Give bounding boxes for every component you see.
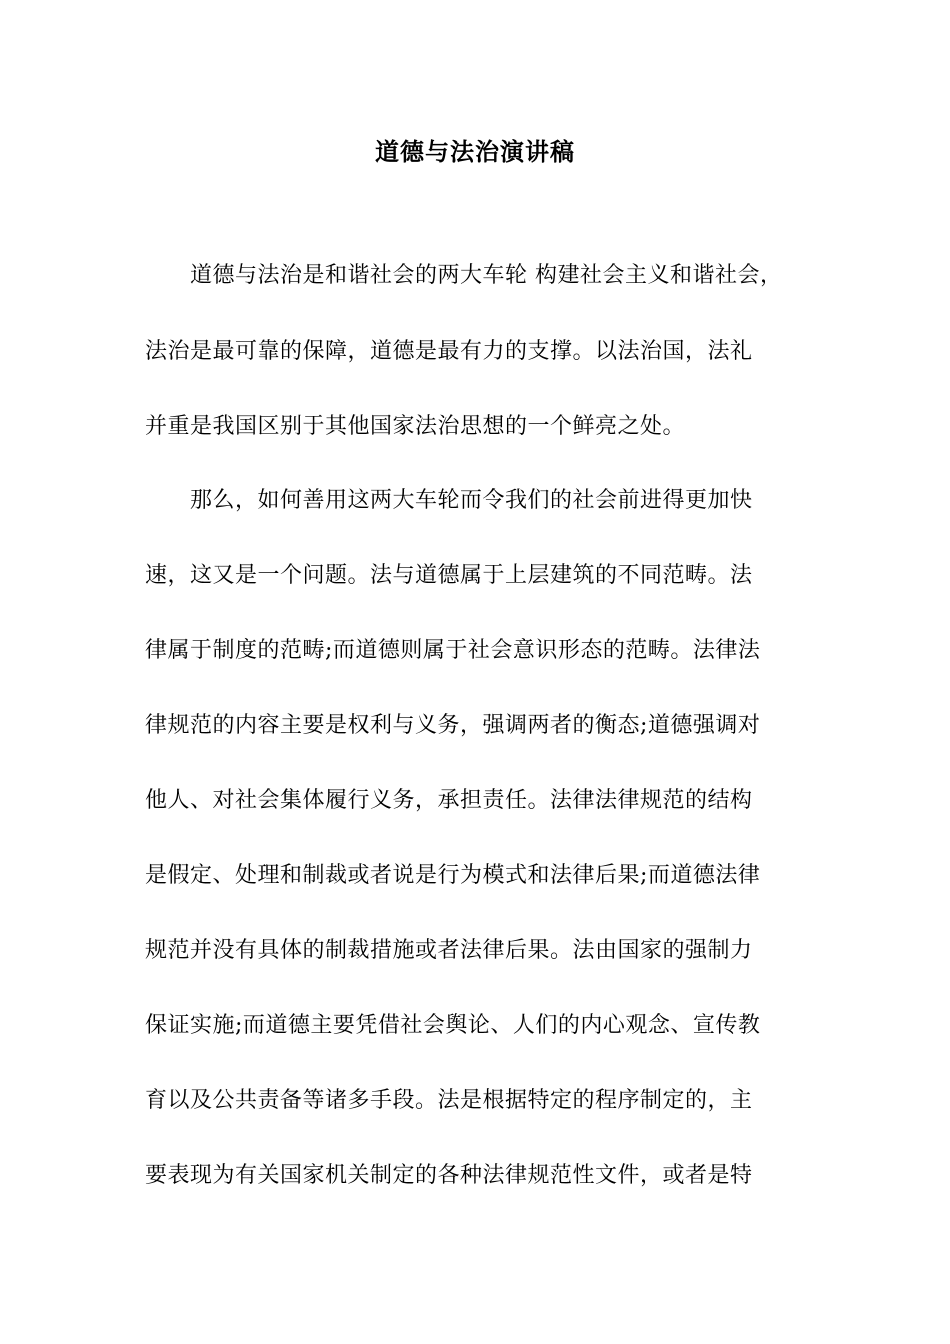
text-line: 并重是我国区别于其他国家法治思想的一个鲜亮之处。 (145, 414, 686, 439)
text-line: 他人、对社会集体履行义务，承担责任。法律法律规范的结构 (145, 788, 753, 813)
text-line: 那么，如何善用这两大车轮而令我们的社会前进得更加快 (145, 488, 753, 513)
text-line: 律属于制度的范畴;而道德则属于社会意识形态的范畴。法律法 (145, 638, 761, 663)
text-line: 育以及公共责备等诸多手段。法是根据特定的程序制定的，主 (145, 1088, 753, 1113)
text-line: 速，这又是一个问题。法与道德属于上层建筑的不同范畴。法 (145, 563, 753, 588)
text-line: 是假定、处理和制裁或者说是行为模式和法律后果;而道德法律 (145, 863, 761, 888)
document-title: 道德与法治演讲稿 (375, 137, 575, 166)
text-line: 律规范的内容主要是权利与义务，强调两者的衡态;道德强调对 (145, 713, 761, 738)
text-line: 道德与法治是和谐社会的两大车轮 构建社会主义和谐社会， (145, 263, 783, 288)
text-line: 要表现为有关国家机关制定的各种法律规范性文件，或者是特 (145, 1163, 753, 1188)
text-line: 保证实施;而道德主要凭借社会舆论、人们的内心观念、宣传教 (145, 1013, 761, 1038)
text-line: 法治是最可靠的保障，道德是最有力的支撑。以法治国，法礼 (145, 339, 753, 364)
text-line: 规范并没有具体的制裁措施或者法律后果。法由国家的强制力 (145, 938, 753, 963)
